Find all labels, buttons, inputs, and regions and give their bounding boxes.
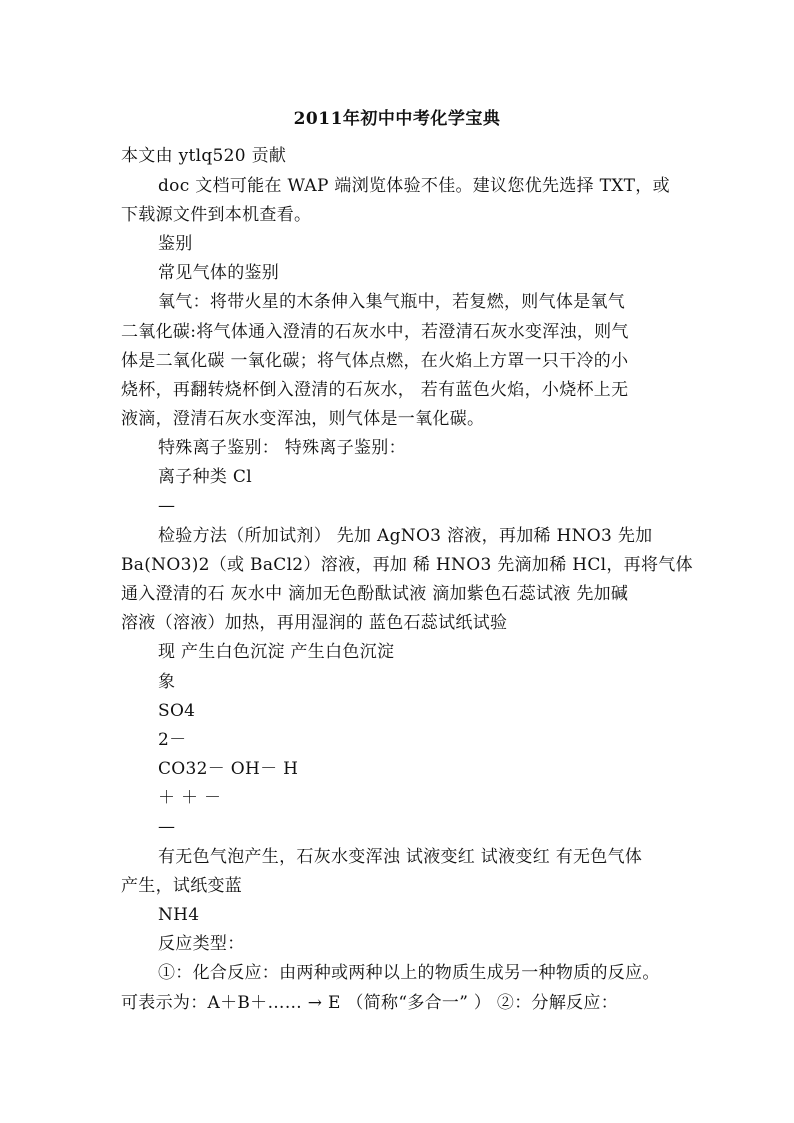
text-line: ＋ ＋ － [158,788,222,808]
text-line: 有无色气泡产生，石灰水变浑浊 试液变红 试液变红 有无色气体 [158,847,643,867]
text-line: 现 产生白色沉淀 产生白色沉淀 [158,642,395,662]
text-line: 检验方法（所加试剂） 先加 AgNO3 溶液，再加稀 HNO3 先加 [158,526,653,546]
text-line: 溶液（溶液）加热，再用湿润的 蓝色石蕊试纸试验 [121,613,508,633]
text-line: 反应类型： [158,934,245,954]
text-line: — [158,817,176,837]
text-line: 体是二氧化碳 一氧化碳；将气体点燃，在火焰上方罩一只干冷的小 [121,351,629,371]
text-line: 象 [158,672,176,692]
text-line: — [158,496,176,516]
text-line: 本文由 ytlq520 贡献 [121,146,287,166]
text-line: 离子种类 Cl [158,467,252,487]
text-line: 氧气：将带火星的木条伸入集气瓶中，若复燃，则气体是氧气 [158,292,626,312]
text-line: NH4 [158,905,200,925]
text-line: CO32－ OH－ H [158,759,299,779]
text-line: 常见气体的鉴别 [158,263,280,283]
document-title: 2011年初中中考化学宝典 [293,109,501,129]
text-line: 特殊离子鉴别： 特殊离子鉴别： [158,438,406,458]
text-line: 产生，试纸变蓝 [121,876,243,896]
text-line: 通入澄清的石 灰水中 滴加无色酚酞试液 滴加紫色石蕊试液 先加碱 [121,584,629,604]
text-line: 烧杯，再翻转烧杯倒入澄清的石灰水， 若有蓝色火焰，小烧杯上无 [121,380,629,400]
text-line: SO4 [158,701,196,721]
text-line: ①：化合反应：由两种或两种以上的物质生成另一种物质的反应。 [158,963,660,983]
text-line: doc 文档可能在 WAP 端浏览体验不佳。建议您优先选择 TXT，或 [158,176,670,196]
text-line: 鉴别 [158,234,193,254]
text-line: 二氧化碳:将气体通入澄清的石灰水中，若澄清石灰水变浑浊，则气 [121,322,629,342]
text-line: 下载源文件到本机查看。 [121,205,312,225]
text-line: 可表示为：A＋B＋…… → E （简称“多合一” ） ②：分解反应： [121,993,619,1013]
text-line: Ba(NO3)2（或 BaCl2）溶液，再加 稀 HNO3 先滴加稀 HCl，再将气体 [121,555,693,575]
text-line: 2－ [158,730,187,750]
text-line: 液滴，澄清石灰水变浑浊，则气体是一氧化碳。 [121,409,485,429]
